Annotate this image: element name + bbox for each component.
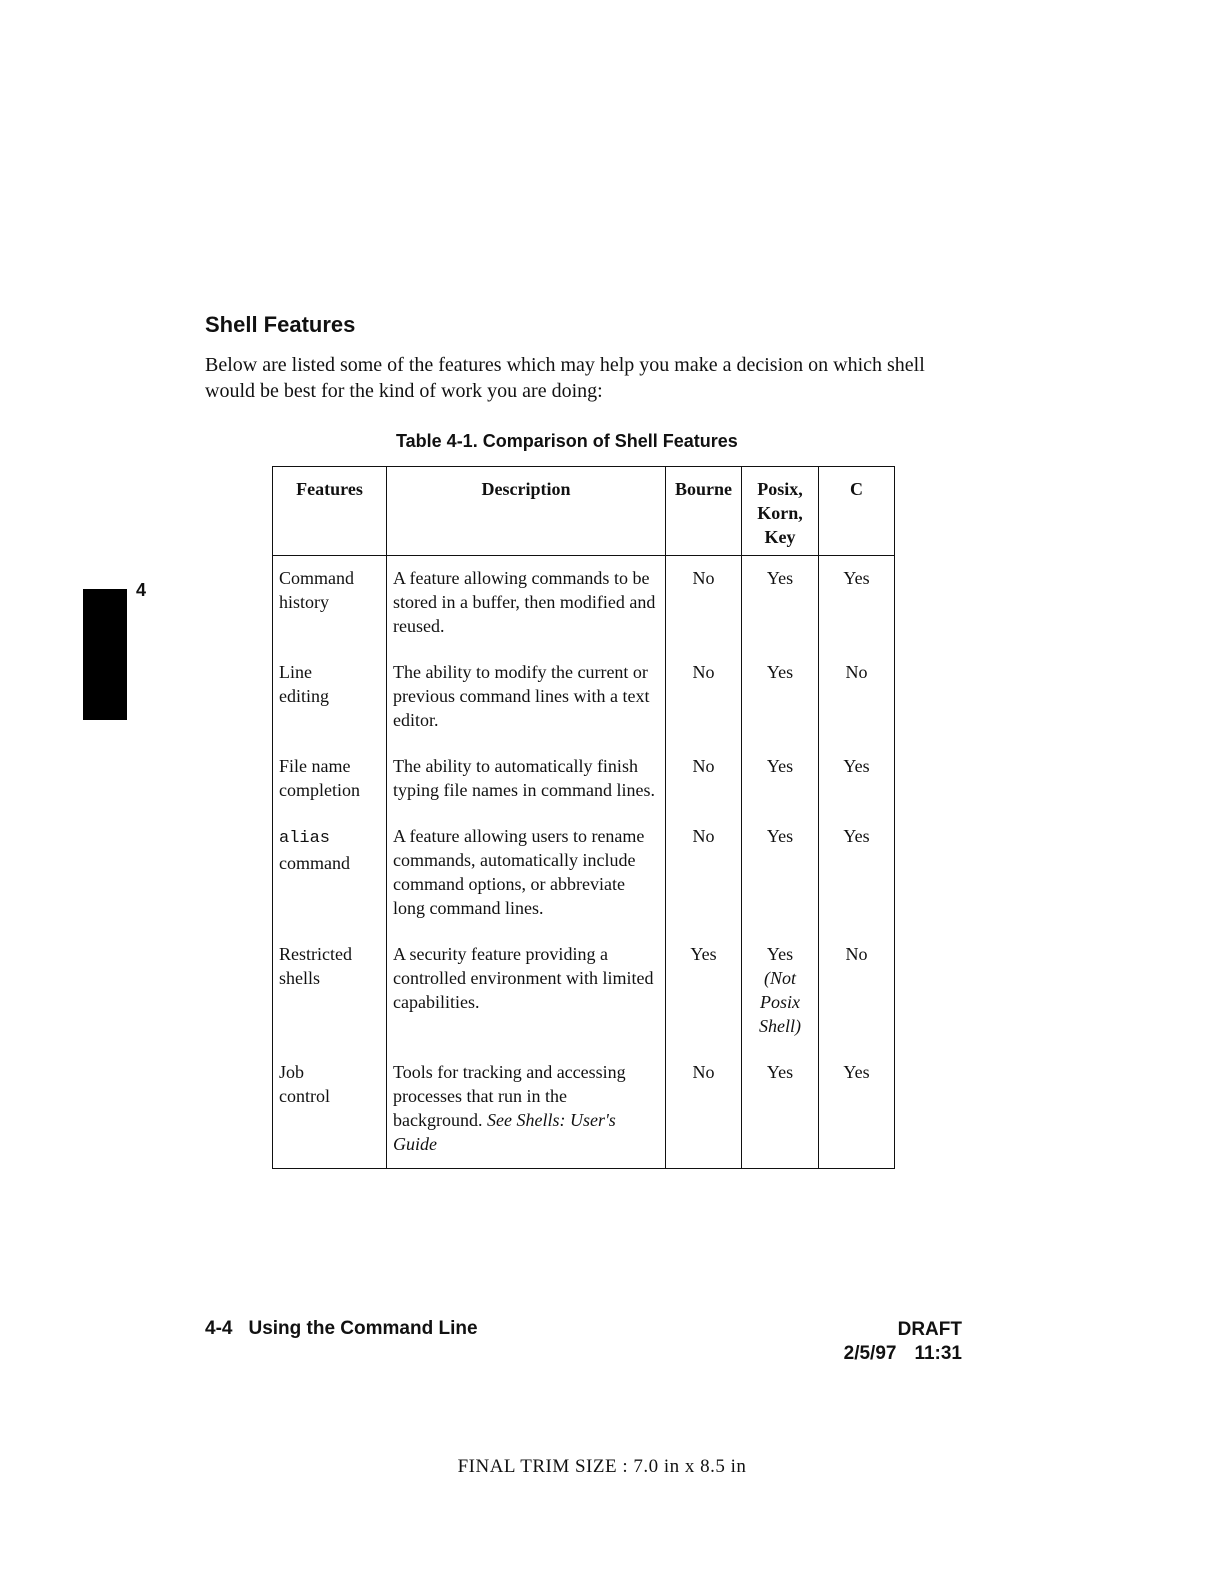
header-features: Features — [273, 467, 387, 556]
feature-name: history — [279, 592, 330, 612]
page-footer-right — [844, 1318, 962, 1366]
feature-name: editing — [279, 686, 329, 706]
trim-size-note: FINAL TRIM SIZE : 7.0 in x 8.5 in — [457, 1456, 747, 1477]
description-cell: The ability to modify the current or previous command lines with a text editor. — [387, 650, 666, 744]
feature-cell — [273, 814, 387, 932]
posix-korn-key-cell — [742, 932, 819, 1050]
description-text: Tools for tracking and accessing processes that run in the background. — [393, 1062, 626, 1130]
posix-korn-key-cell: Yes — [742, 650, 819, 744]
bourne-cell: No — [666, 650, 742, 744]
draft-timestamp — [844, 1342, 962, 1366]
c-cell: No — [819, 932, 895, 1050]
chapter-tab-number: 4 — [136, 580, 147, 600]
feature-cell — [273, 744, 387, 814]
table-caption: Table 4-1. Comparison of Shell Features — [396, 431, 738, 451]
c-cell: Yes — [819, 1050, 895, 1169]
section-heading: Shell Features — [205, 312, 356, 337]
posix-korn-key-cell: Yes — [742, 1050, 819, 1169]
bourne-cell: Yes — [666, 932, 742, 1050]
posix-korn-key-value: Yes — [766, 944, 794, 964]
c-cell: Yes — [819, 814, 895, 932]
description-cell: The ability to automatically finish typing file names in command lines. — [387, 744, 666, 814]
shell-features-table — [272, 466, 895, 1169]
feature-name: Command — [279, 568, 354, 588]
draft-date: 2/5/97 — [843, 1343, 897, 1364]
feature-cell — [273, 556, 387, 651]
c-cell: Yes — [819, 556, 895, 651]
posix-korn-key-cell: Yes — [742, 814, 819, 932]
bourne-cell: No — [666, 1050, 742, 1169]
header-c: C — [819, 467, 895, 556]
draft-time: 11:31 — [914, 1343, 962, 1364]
chapter-title: Using the Command Line — [248, 1318, 478, 1339]
posix-korn-key-cell: Yes — [742, 744, 819, 814]
feature-name: completion — [279, 780, 360, 800]
description-cell: A security feature providing a controlled environment with limited capabilities. — [387, 932, 666, 1050]
page-number: 4-4 — [205, 1318, 233, 1339]
bourne-cell: No — [666, 744, 742, 814]
draft-label: DRAFT — [897, 1319, 962, 1340]
header-description: Description — [387, 467, 666, 556]
header-bourne: Bourne — [666, 467, 742, 556]
intro-paragraph: Below are listed some of the features which may help you make a decision on which shell would be best for the kind of work you are doing: — [205, 354, 925, 402]
chapter-tab-marker — [83, 589, 127, 720]
posix-shell-note: (Not Posix Shell) — [759, 968, 801, 1036]
table-row — [273, 744, 895, 814]
feature-cell — [273, 1050, 387, 1169]
feature-cell — [273, 932, 387, 1050]
table-header-row — [273, 467, 895, 556]
table-row — [273, 650, 895, 744]
c-cell: No — [819, 650, 895, 744]
table-row — [273, 556, 895, 651]
feature-name: control — [279, 1086, 330, 1106]
bourne-cell: No — [666, 556, 742, 651]
table-row — [273, 814, 895, 932]
feature-name: Job — [279, 1062, 305, 1082]
feature-name: command — [279, 853, 350, 873]
feature-name: File name — [279, 756, 351, 776]
table-row — [273, 1050, 895, 1169]
feature-name: Line — [279, 662, 312, 682]
description-cell — [387, 1050, 666, 1169]
description-reference: See Shells: User's Guide — [393, 1110, 616, 1154]
table-row — [273, 932, 895, 1050]
feature-name: shells — [279, 968, 321, 988]
header-posix-korn-key: Posix, Korn, Key — [742, 467, 819, 556]
feature-cell — [273, 650, 387, 744]
page-footer-left — [205, 1318, 478, 1340]
description-cell: A feature allowing commands to be stored in a buffer, then modified and reused. — [387, 556, 666, 651]
description-cell: A feature allowing users to rename commands, automatically include command options, or abbreviate long command lines. — [387, 814, 666, 932]
feature-name: Restricted — [279, 944, 352, 964]
c-cell: Yes — [819, 744, 895, 814]
feature-code: alias — [279, 829, 331, 848]
posix-korn-key-cell: Yes — [742, 556, 819, 651]
bourne-cell: No — [666, 814, 742, 932]
